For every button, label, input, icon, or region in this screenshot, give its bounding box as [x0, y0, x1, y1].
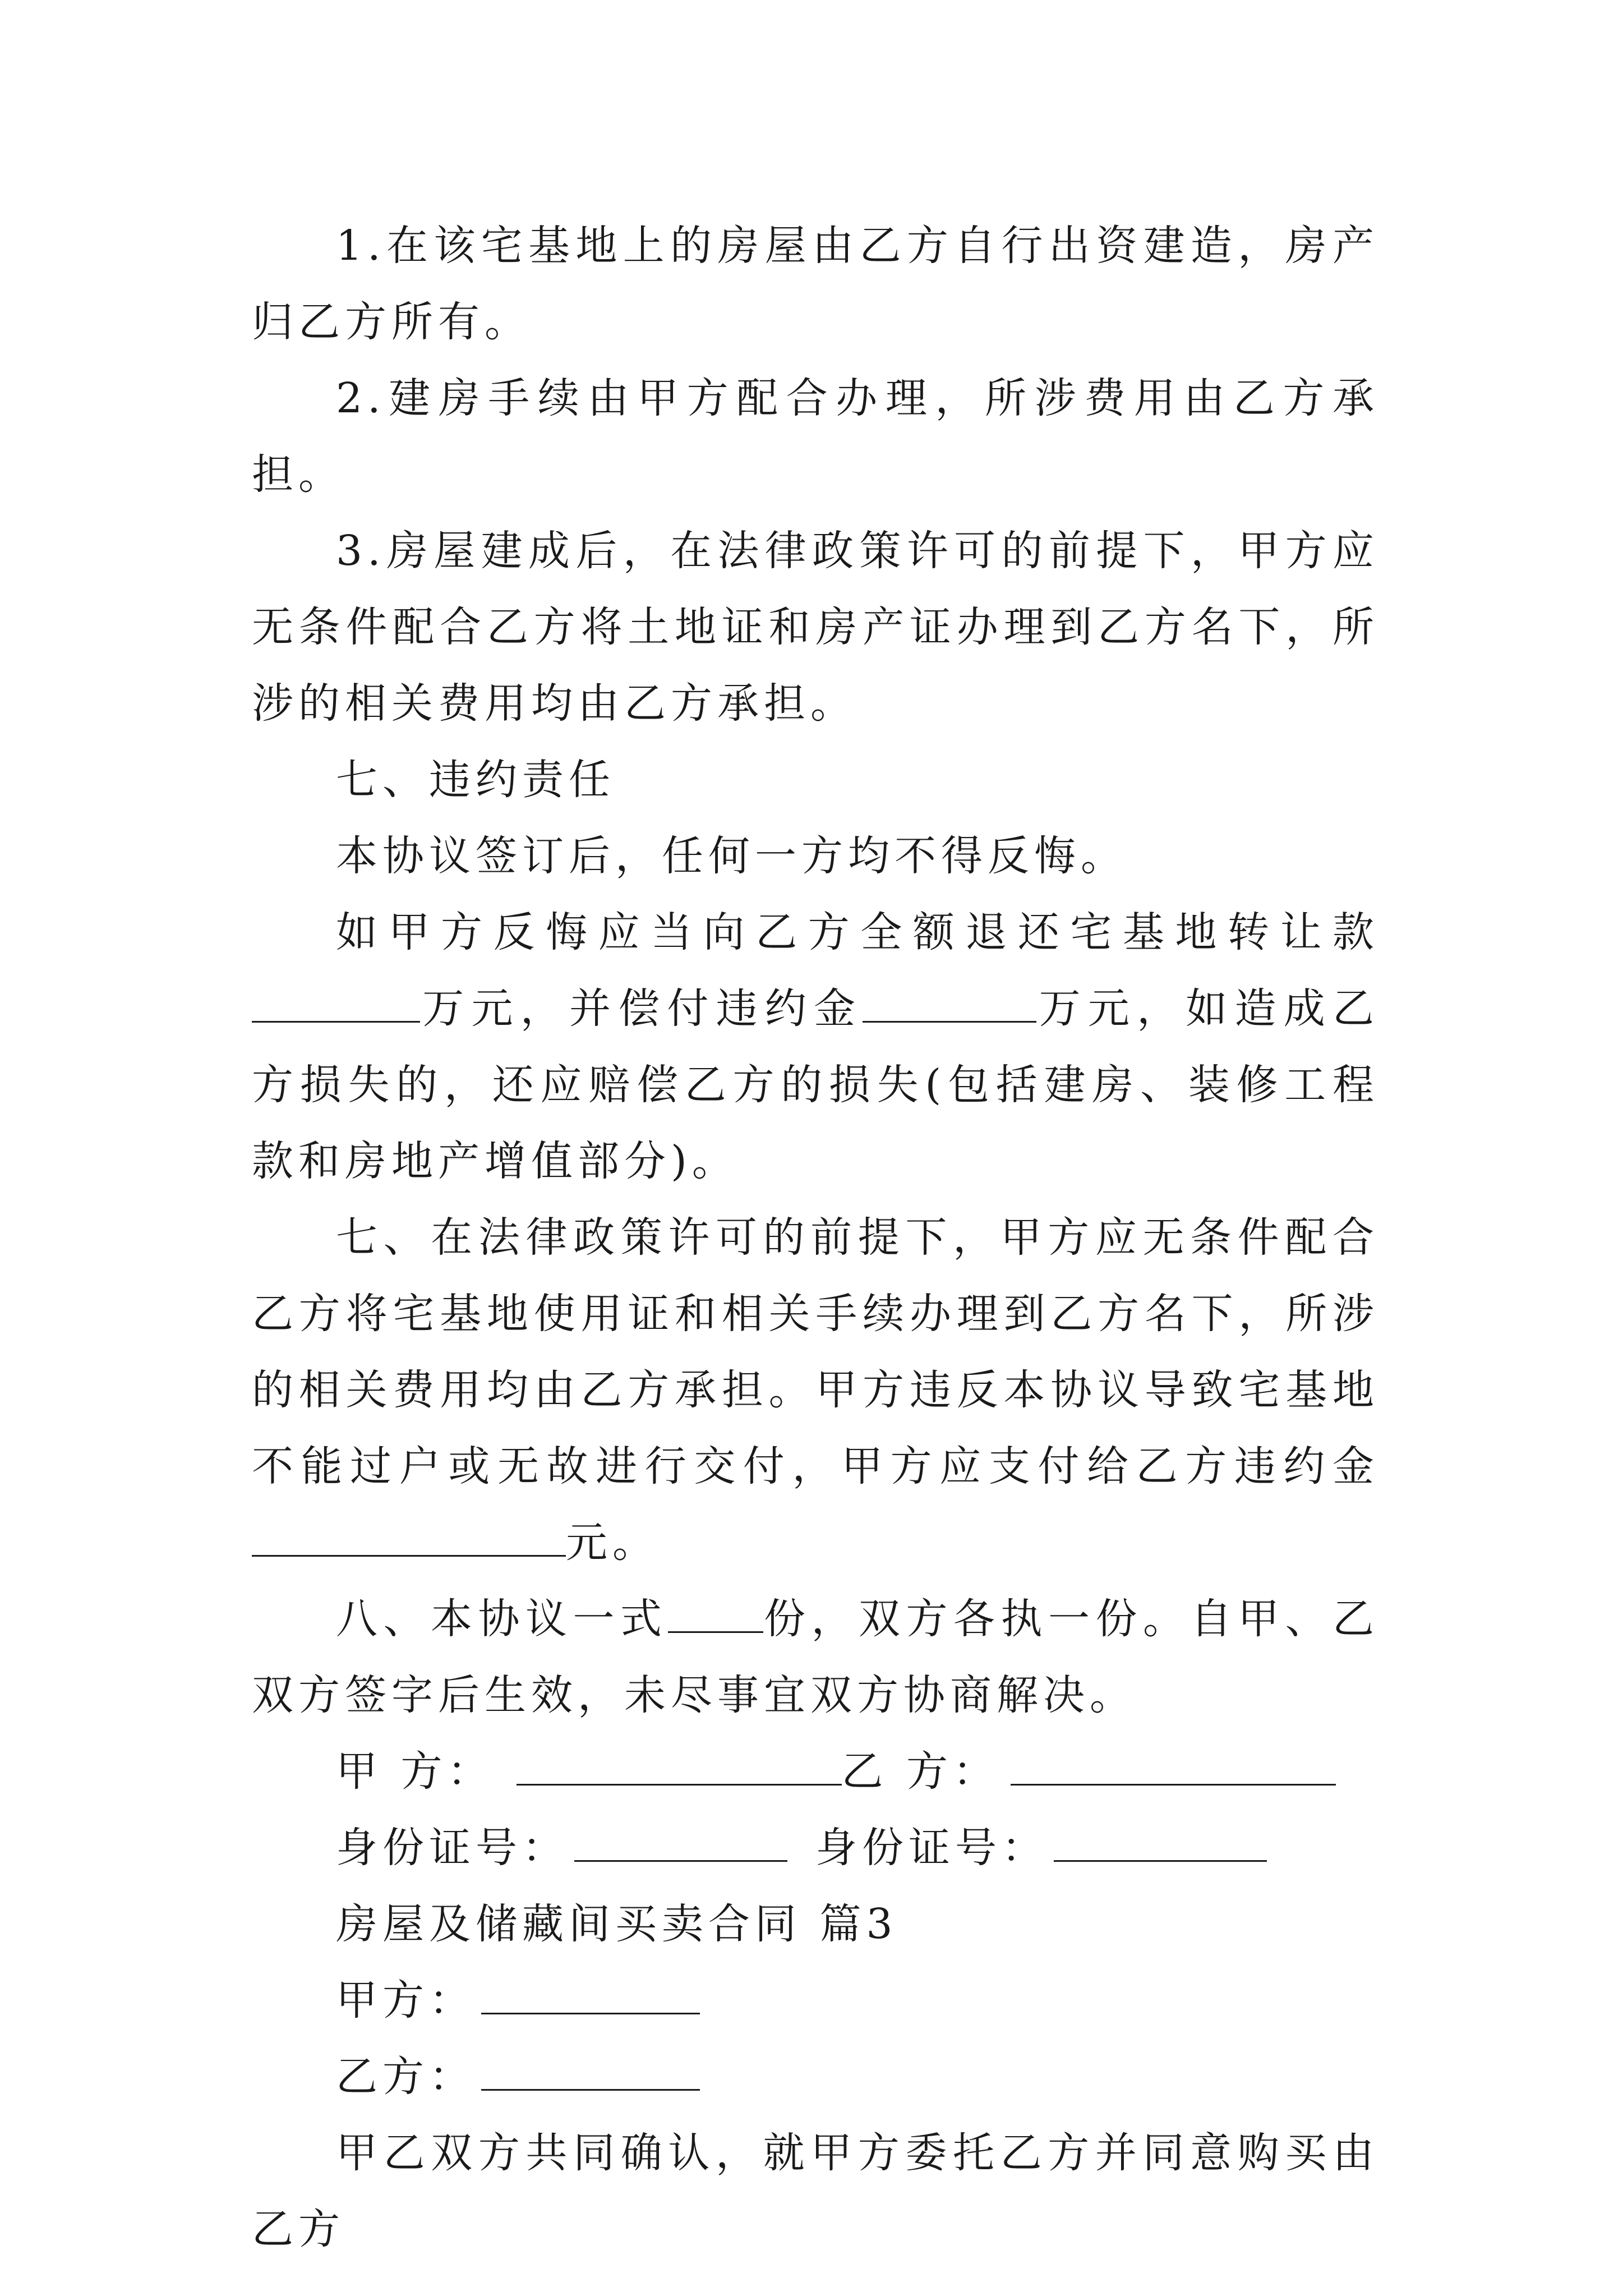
copies-clause: 八、本协议一式 份，双方各执一份。自甲、乙双方签字后生效，未尽事宜双方协商解决。 — [252, 1595, 1379, 1719]
transfer-clause: 七、在法律政策许可的前提下，甲方应无条件配合乙方将宅基地使用证和相关手续办理到乙方名下，所涉的相关费用均由乙方承担。甲方违反本协议导致宅基地不能过户或无故进行交付，甲方应支付给乙方违约金元。 — [252, 1213, 1379, 1567]
party-b-name-blank — [481, 2053, 700, 2091]
party-a-row — [252, 1962, 1379, 2039]
party-a-id-blank — [574, 1824, 787, 1862]
signature-row — [252, 1733, 1379, 1810]
copies-count-blank — [668, 1595, 763, 1633]
party-b-id-label: 身份证号： — [815, 1824, 1048, 1872]
party-b-id-blank — [1054, 1824, 1267, 1862]
party-b-row — [252, 2039, 1379, 2115]
liquidated-damages-blank — [252, 1519, 566, 1557]
contract-opening: 甲乙双方共同确认，就甲方委托乙方并同意购买由乙方 — [252, 2129, 1379, 2253]
clause-2: 2.建房手续由甲方配合办理，所涉费用由乙方承担。 — [252, 374, 1379, 499]
party-a-sign-blank — [517, 1748, 842, 1786]
party-b-sign-blank — [1011, 1748, 1336, 1786]
party-a-id-label: 身份证号： — [336, 1824, 569, 1872]
party-b-label: 乙方： — [336, 2053, 476, 2101]
clause-1: 1.在该宅基地上的房屋由乙方自行出资建造，房产归乙方所有。 — [252, 222, 1379, 346]
clause-3: 3.房屋建成后，在法律政策许可的前提下，甲方应无条件配合乙方将土地证和房产证办理到乙方名下，所涉的相关费用均由乙方承担。 — [252, 527, 1379, 728]
party-a-label: 甲方： — [336, 1976, 476, 2024]
party-b-sign-label: 乙 方： — [841, 1747, 1000, 1796]
document-page — [252, 208, 1379, 2267]
no-regret-clause: 本协议签订后，任何一方均不得反悔。 — [336, 832, 1127, 880]
refund-amount-blank — [252, 985, 420, 1023]
section-heading-breach: 七、违约责任 — [336, 756, 615, 804]
refund-clause: 如甲方反悔应当向乙方全额退还宅基地转让款万元，并偿付违约金 万元，如造成乙方损失的，还应赔偿乙方的损失(包括建房、装修工程款和房地产增值部分)。 — [252, 908, 1380, 1185]
party-a-name-blank — [481, 1977, 700, 2014]
id-number-row — [252, 1810, 1379, 1886]
party-a-sign-label: 甲 方： — [336, 1747, 494, 1796]
contract-title: 房屋及储藏间买卖合同 篇3 — [336, 1900, 898, 1948]
penalty-amount-blank — [863, 985, 1036, 1023]
